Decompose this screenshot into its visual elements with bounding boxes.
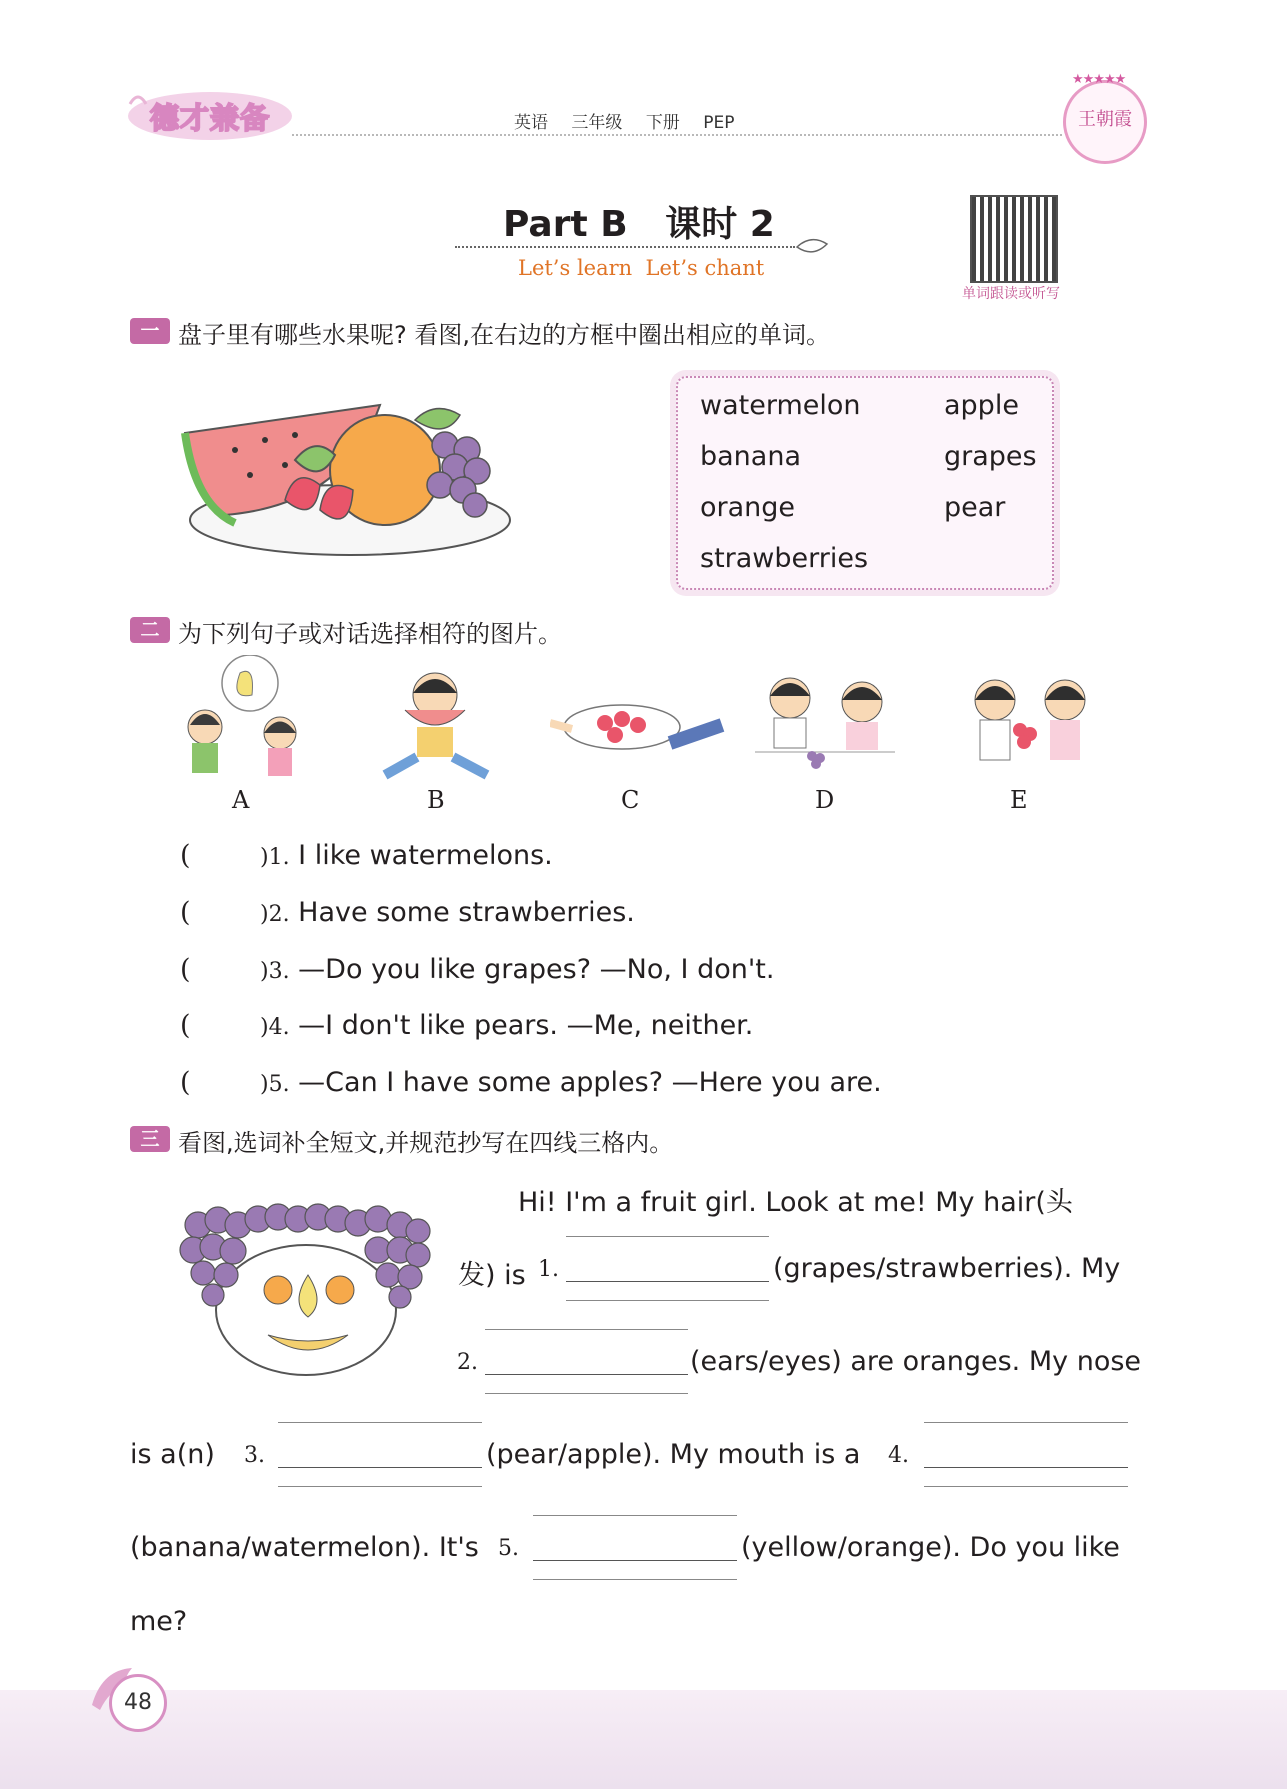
para-line-4-start: is a(n): [130, 1439, 215, 1470]
para-line-2-start: 发) is: [458, 1260, 526, 1291]
picture-label-c: C: [621, 786, 640, 814]
series-logo: [120, 84, 295, 144]
word-orange[interactable]: orange: [700, 492, 796, 523]
title-divider: [455, 246, 795, 248]
blank-5-options: (yellow/orange). Do you like: [741, 1532, 1120, 1563]
leaf-icon: [795, 236, 831, 258]
section-2-instruction: 为下列句子或对话选择相符的图片。: [178, 620, 562, 648]
qr-code[interactable]: [970, 195, 1058, 283]
blank-2-number: 2.: [457, 1350, 478, 1375]
section-3-number: 三: [130, 1126, 170, 1152]
question-number: )2.: [260, 902, 290, 927]
answer-slot[interactable]: (: [180, 954, 191, 985]
answer-slot[interactable]: (: [180, 897, 191, 928]
fruit-plate-illustration: [175, 395, 515, 565]
para-line-1: Hi! I'm a fruit girl. Look at me! My hair(头: [518, 1187, 1073, 1218]
word-box: [676, 376, 1054, 590]
question-3: [180, 954, 774, 985]
question-1: [180, 840, 553, 871]
answer-slot[interactable]: (: [180, 840, 191, 871]
blank-3-options: (pear/apple). My mouth is a: [486, 1439, 861, 1470]
para-line-6: me?: [130, 1606, 188, 1637]
section-2-number: 二: [130, 617, 170, 643]
picture-a: [180, 655, 310, 780]
picture-label-b: B: [427, 786, 445, 814]
blank-3[interactable]: [278, 1467, 482, 1468]
blank-2[interactable]: [485, 1374, 688, 1375]
question-text: I like watermelons.: [298, 840, 553, 871]
blank-2-options: (ears/eyes) are oranges. My nose: [690, 1346, 1142, 1377]
subject: 英语: [514, 113, 548, 133]
fruit-girl-illustration: [178, 1195, 438, 1380]
picture-e: [960, 670, 1100, 770]
stars-icon: ★★★★★: [1072, 72, 1126, 87]
word-grapes[interactable]: grapes: [944, 441, 1037, 472]
question-text: —I don't like pears. —Me, neither.: [298, 1010, 754, 1041]
blank-1-number: 1.: [538, 1257, 559, 1282]
logo-text: 德才兼备: [150, 101, 271, 135]
question-text: —Do you like grapes? —No, I don't.: [298, 954, 775, 985]
blank-4-number: 4.: [888, 1443, 909, 1468]
author-seal: [1063, 72, 1147, 164]
qr-label: 单词跟读或听写: [962, 286, 1060, 302]
picture-c: [550, 695, 725, 760]
picture-label-d: D: [815, 786, 835, 814]
page-subtitle: Let’s learn Let’s chant: [518, 256, 765, 280]
question-text: —Can I have some apples? —Here you are.: [298, 1067, 882, 1098]
picture-label-a: A: [232, 786, 250, 814]
page-number: 48: [109, 1674, 167, 1732]
question-4: [180, 1010, 753, 1041]
section-3-instruction: 看图,选词补全短文,并规范抄写在四线三格内。: [178, 1129, 674, 1157]
word-apple[interactable]: apple: [944, 390, 1019, 421]
word-strawberries[interactable]: strawberries: [700, 543, 869, 574]
question-2: [180, 897, 635, 928]
seal-text: 王朝霞: [1078, 109, 1132, 130]
blank-4-options: (banana/watermelon). It's: [130, 1532, 479, 1563]
footer-band: [0, 1690, 1287, 1789]
edition: PEP: [703, 113, 735, 133]
word-pear[interactable]: pear: [944, 492, 1006, 523]
section-1-instruction: 盘子里有哪些水果呢? 看图,在右边的方框中圈出相应的单词。: [178, 321, 830, 349]
question-text: Have some strawberries.: [298, 897, 635, 928]
question-5: [180, 1067, 882, 1098]
blank-3-number: 3.: [244, 1443, 265, 1468]
question-number: )1.: [260, 845, 290, 870]
picture-b: [375, 665, 500, 780]
question-number: )3.: [260, 959, 290, 984]
header-divider: [292, 134, 1062, 136]
blank-1[interactable]: [566, 1281, 769, 1282]
grade: 三年级: [571, 113, 623, 133]
blank-1-options: (grapes/strawberries). My: [773, 1253, 1121, 1284]
book-meta: [514, 108, 752, 133]
word-banana[interactable]: banana: [700, 441, 801, 472]
page-title: Part B 课时 2: [503, 204, 775, 245]
answer-slot[interactable]: (: [180, 1067, 191, 1098]
word-watermelon[interactable]: watermelon: [700, 390, 861, 421]
picture-d: [750, 670, 900, 770]
picture-label-e: E: [1010, 786, 1028, 814]
volume: 下册: [645, 113, 680, 133]
blank-4[interactable]: [924, 1467, 1128, 1468]
blank-5[interactable]: [533, 1560, 737, 1561]
section-1-number: 一: [130, 318, 170, 344]
question-number: )4.: [260, 1015, 290, 1040]
question-number: )5.: [260, 1072, 290, 1097]
blank-5-number: 5.: [498, 1536, 519, 1561]
answer-slot[interactable]: (: [180, 1010, 191, 1041]
